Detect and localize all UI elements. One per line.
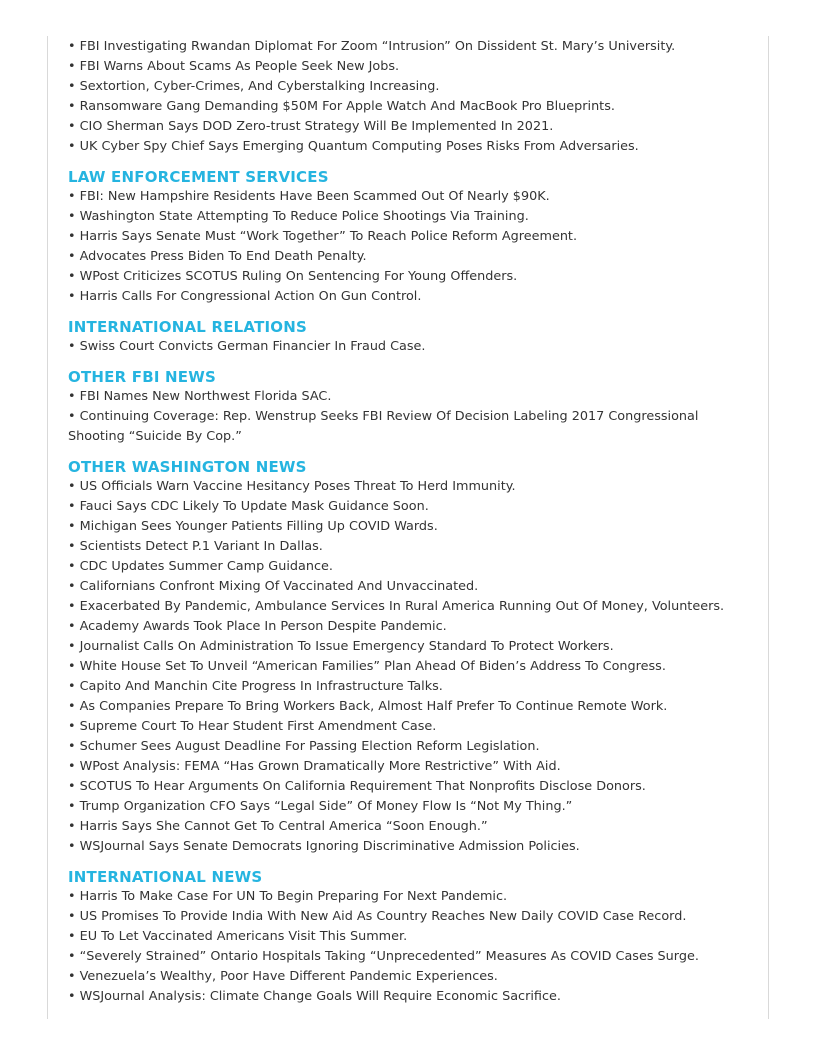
left-border xyxy=(47,36,48,1019)
section-other-washington-news xyxy=(68,457,748,857)
news-item[interactable]: • EU To Let Vaccinated Americans Visit This Summer. xyxy=(68,929,408,944)
news-item[interactable]: • Californians Confront Mixing Of Vaccinated And Unvaccinated. xyxy=(68,579,479,594)
news-item[interactable]: • Swiss Court Convicts German Financier In Fraud Case. xyxy=(68,339,426,354)
section-international-relations xyxy=(68,317,748,357)
news-item[interactable]: • Journalist Calls On Administration To Issue Emergency Standard To Protect Workers. xyxy=(68,639,614,654)
section-heading: LAW ENFORCEMENT SERVICES xyxy=(68,168,329,186)
news-item[interactable]: • FBI: New Hampshire Residents Have Been Scammed Out Of Nearly $90K. xyxy=(68,189,550,204)
section-heading: INTERNATIONAL NEWS xyxy=(68,868,263,886)
news-item[interactable]: • Trump Organization CFO Says “Legal Side” Of Money Flow Is “Not My Thing.” xyxy=(68,799,573,814)
section-international-news xyxy=(68,867,748,1007)
news-item[interactable]: • Capito And Manchin Cite Progress In Infrastructure Talks. xyxy=(68,679,443,694)
right-border xyxy=(768,36,769,1019)
news-item[interactable]: • Washington State Attempting To Reduce Police Shootings Via Training. xyxy=(68,209,529,224)
news-item[interactable]: • Schumer Sees August Deadline For Passing Election Reform Legislation. xyxy=(68,739,540,754)
news-item[interactable]: • SCOTUS To Hear Arguments On California Requirement That Nonprofits Disclose Donors. xyxy=(68,779,646,794)
news-item[interactable]: • UK Cyber Spy Chief Says Emerging Quantum Computing Poses Risks From Adversaries. xyxy=(68,139,639,154)
news-item[interactable]: • As Companies Prepare To Bring Workers Back, Almost Half Prefer To Continue Remote Work. xyxy=(68,699,668,714)
news-item[interactable]: • Fauci Says CDC Likely To Update Mask Guidance Soon. xyxy=(68,499,429,514)
news-item[interactable]: • Supreme Court To Hear Student First Amendment Case. xyxy=(68,719,437,734)
news-item[interactable]: • WPost Analysis: FEMA “Has Grown Dramatically More Restrictive” With Aid. xyxy=(68,759,561,774)
section-heading: OTHER WASHINGTON NEWS xyxy=(68,458,307,476)
news-item[interactable]: • CIO Sherman Says DOD Zero-trust Strategy Will Be Implemented In 2021. xyxy=(68,119,554,134)
news-item[interactable]: • Continuing Coverage: Rep. Wenstrup Seeks FBI Review Of Decision Labeling 2017 Congressional Shooting “Suicide By Cop.” xyxy=(68,409,699,444)
news-item[interactable]: • Scientists Detect P.1 Variant In Dallas. xyxy=(68,539,323,554)
news-item[interactable]: • US Promises To Provide India With New Aid As Country Reaches New Daily COVID Case Record. xyxy=(68,909,687,924)
news-item[interactable]: • Harris Calls For Congressional Action On Gun Control. xyxy=(68,289,422,304)
section-heading: OTHER FBI NEWS xyxy=(68,368,216,386)
news-item[interactable]: • Harris Says Senate Must “Work Together” To Reach Police Reform Agreement. xyxy=(68,229,578,244)
news-item[interactable]: • Venezuela’s Wealthy, Poor Have Different Pandemic Experiences. xyxy=(68,969,498,984)
news-item[interactable]: • Harris To Make Case For UN To Begin Preparing For Next Pandemic. xyxy=(68,889,508,904)
news-item[interactable]: • Sextortion, Cyber-Crimes, And Cyberstalking Increasing. xyxy=(68,79,440,94)
news-item[interactable]: • FBI Names New Northwest Florida SAC. xyxy=(68,389,332,404)
news-item[interactable]: • WSJournal Says Senate Democrats Ignoring Discriminative Admission Policies. xyxy=(68,839,580,854)
news-item[interactable]: • Advocates Press Biden To End Death Penalty. xyxy=(68,249,367,264)
news-item[interactable]: • FBI Warns About Scams As People Seek New Jobs. xyxy=(68,59,400,74)
news-item[interactable]: • FBI Investigating Rwandan Diplomat For Zoom “Intrusion” On Dissident St. Mary’s University. xyxy=(68,39,676,54)
section-law-enforcement xyxy=(68,167,748,307)
newsletter-content xyxy=(68,37,748,1007)
news-item[interactable]: • CDC Updates Summer Camp Guidance. xyxy=(68,559,333,574)
news-item[interactable]: • US Officials Warn Vaccine Hesitancy Poses Threat To Herd Immunity. xyxy=(68,479,516,494)
news-item[interactable]: • “Severely Strained” Ontario Hospitals Taking “Unprecedented” Measures As COVID Cases Surge. xyxy=(68,949,699,964)
news-item[interactable]: • Michigan Sees Younger Patients Filling Up COVID Wards. xyxy=(68,519,438,534)
news-item[interactable]: • WPost Criticizes SCOTUS Ruling On Sentencing For Young Offenders. xyxy=(68,269,518,284)
top-news-list xyxy=(68,37,748,157)
news-item[interactable]: • Ransomware Gang Demanding $50M For Apple Watch And MacBook Pro Blueprints. xyxy=(68,99,615,114)
news-item[interactable]: • Harris Says She Cannot Get To Central America “Soon Enough.” xyxy=(68,819,488,834)
section-heading: INTERNATIONAL RELATIONS xyxy=(68,318,307,336)
news-item[interactable]: • Academy Awards Took Place In Person Despite Pandemic. xyxy=(68,619,447,634)
section-other-fbi-news xyxy=(68,367,748,447)
news-item[interactable]: • White House Set To Unveil “American Families” Plan Ahead Of Biden’s Address To Congress. xyxy=(68,659,666,674)
news-item[interactable]: • Exacerbated By Pandemic, Ambulance Services In Rural America Running Out Of Money, Volunteers. xyxy=(68,599,725,614)
news-item[interactable]: • WSJournal Analysis: Climate Change Goals Will Require Economic Sacrifice. xyxy=(68,989,561,1004)
